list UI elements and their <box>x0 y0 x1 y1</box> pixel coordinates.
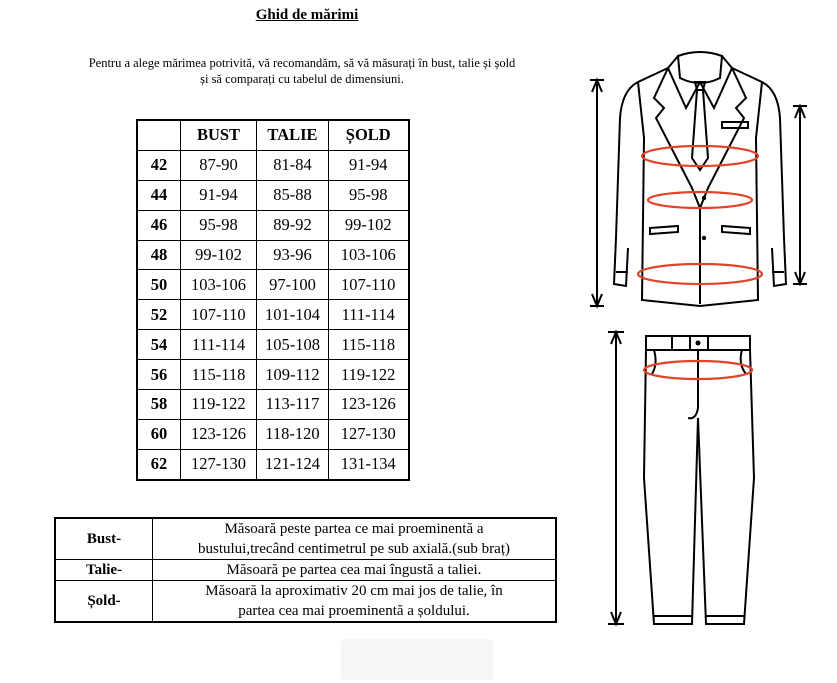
definition-text <box>153 581 557 623</box>
definition-label: Bust- <box>55 518 153 560</box>
watermark <box>341 639 493 680</box>
size-header-bust: BUST <box>181 120 257 150</box>
size-table <box>136 119 410 481</box>
size-cell: 115-118 <box>181 360 257 390</box>
size-row <box>137 300 409 330</box>
size-row <box>137 419 409 449</box>
size-cell: 99-102 <box>329 210 409 240</box>
definition-row-talie <box>55 560 556 581</box>
intro-line-1: Pentru a alege mărimea potrivită, vă recomandăm, să vă măsurați în bust, talie și șold <box>88 56 516 70</box>
definition-line: Măsoară peste partea ce mai proeminentă a <box>224 521 484 537</box>
size-cell: 123-126 <box>329 390 409 420</box>
size-cell: 121-124 <box>257 449 329 479</box>
size-cell: 89-92 <box>257 210 329 240</box>
size-cell: 131-134 <box>329 449 409 479</box>
size-header-talie: TALIE <box>257 120 329 150</box>
size-cell: 91-94 <box>181 180 257 210</box>
definition-row-sold <box>55 581 556 623</box>
size-number: 46 <box>137 210 181 240</box>
size-cell: 118-120 <box>257 419 329 449</box>
size-cell: 105-108 <box>257 330 329 360</box>
size-cell: 113-117 <box>257 390 329 420</box>
size-row <box>137 180 409 210</box>
size-cell: 103-106 <box>181 270 257 300</box>
size-cell: 95-98 <box>329 180 409 210</box>
size-number: 44 <box>137 180 181 210</box>
size-cell: 87-90 <box>181 150 257 180</box>
size-cell: 93-96 <box>257 240 329 270</box>
size-row <box>137 330 409 360</box>
size-number: 56 <box>137 360 181 390</box>
size-row <box>137 360 409 390</box>
size-number: 52 <box>137 300 181 330</box>
size-cell: 115-118 <box>329 330 409 360</box>
size-row <box>137 240 409 270</box>
size-cell: 119-122 <box>329 360 409 390</box>
intro-line-2: și să comparați cu tabelul de dimensiuni. <box>200 72 404 86</box>
definition-line: bustului,trecând centimetrul pe sub axială.(sub braț) <box>198 541 510 557</box>
intro-text <box>0 55 604 87</box>
size-number: 50 <box>137 270 181 300</box>
trousers-icon <box>600 328 770 638</box>
size-number: 62 <box>137 449 181 479</box>
definition-label: Talie- <box>55 560 153 581</box>
definition-label: Șold- <box>55 581 153 623</box>
size-row <box>137 390 409 420</box>
size-cell: 111-114 <box>181 330 257 360</box>
definitions-table <box>54 517 557 623</box>
size-cell: 123-126 <box>181 419 257 449</box>
size-cell: 119-122 <box>181 390 257 420</box>
definition-row-bust <box>55 518 556 560</box>
size-cell: 127-130 <box>329 419 409 449</box>
size-row <box>137 210 409 240</box>
page-title: Ghid de mărimi <box>255 7 359 23</box>
size-row <box>137 270 409 300</box>
size-row <box>137 449 409 479</box>
size-cell: 103-106 <box>329 240 409 270</box>
definition-line: Măsoară pe partea cea mai îngustă a taliei. <box>226 562 482 578</box>
size-row <box>137 150 409 180</box>
size-header-blank <box>137 120 181 150</box>
size-number: 58 <box>137 390 181 420</box>
definition-text <box>153 560 557 581</box>
size-number: 42 <box>137 150 181 180</box>
size-cell: 127-130 <box>181 449 257 479</box>
size-cell: 97-100 <box>257 270 329 300</box>
definition-line: Măsoară la aproximativ 20 cm mai jos de talie, în <box>205 583 503 599</box>
size-cell: 101-104 <box>257 300 329 330</box>
size-header-sold: ȘOLD <box>329 120 409 150</box>
size-cell: 85-88 <box>257 180 329 210</box>
size-cell: 109-112 <box>257 360 329 390</box>
size-number: 54 <box>137 330 181 360</box>
suit-jacket-icon <box>582 38 832 318</box>
size-number: 60 <box>137 419 181 449</box>
size-number: 48 <box>137 240 181 270</box>
definition-line: partea cea mai proeminentă a șoldului. <box>238 603 470 619</box>
size-cell: 107-110 <box>181 300 257 330</box>
size-cell: 95-98 <box>181 210 257 240</box>
size-cell: 107-110 <box>329 270 409 300</box>
size-table-header-row <box>137 120 409 150</box>
size-cell: 111-114 <box>329 300 409 330</box>
size-cell: 99-102 <box>181 240 257 270</box>
size-cell: 81-84 <box>257 150 329 180</box>
size-cell: 91-94 <box>329 150 409 180</box>
definition-text <box>153 518 557 560</box>
